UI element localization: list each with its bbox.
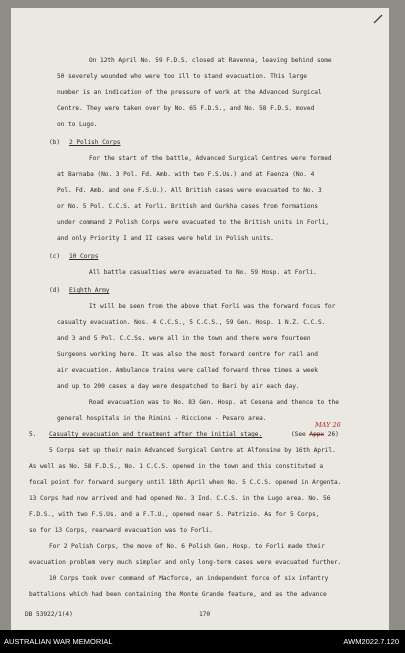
section-d-line: and 3 and 5 Pol. C.C.Ss. were all in the town and there were fourteen (57, 335, 311, 342)
section-b-line: or No. 5 Pol. C.C.S. at Forli. British and Gurkha cases from formations (57, 203, 318, 210)
page-corner-fold (373, 14, 383, 24)
footer-accession-number: AWM2022.7.120 (343, 637, 399, 646)
archive-footer-bar (0, 630, 405, 653)
section-b-line: For the start of the battle, Advanced Surgical Centres were formed (89, 155, 332, 162)
section-5-line: evacuation problem very much simpler and only long-term cases were evacuated further. (29, 559, 342, 566)
section-d-line: casualty evacuation. Nos. 4 C.C.S., 5 C.C.S., 59 Gen. Hosp. 1 N.Z. C.C.S. (57, 319, 326, 326)
intro-line: number is an indication of the pressure of work at the Advanced Surgical (57, 89, 322, 96)
section-b-line: Pol. Fd. Amb. and one F.S.U.). All British cases were evacuated to No. 3 (57, 187, 322, 194)
intro-line: On 12th April No. 59 F.D.S. closed at Ravenna, leaving behind some (89, 57, 332, 64)
section-5-line: 13 Corps had now arrived and had opened No. 3 Ind. C.C.S. in the Lugo area. No. 56 (29, 495, 331, 502)
page-number: 170 (199, 611, 211, 618)
footer-institution: AUSTRALIAN WAR MEMORIAL (4, 637, 113, 646)
section-d-heading: Eighth Army (69, 287, 110, 294)
section-d-line: Surgeons working here. It was also the most forward centre for rail and (57, 351, 318, 358)
page-reference: DB 53922/1(4) (25, 611, 73, 618)
handwritten-annotation: MAY 26 (315, 421, 341, 429)
section-5-see-reference (291, 430, 339, 439)
section-d-line: and up to 200 cases a day were despatched to Bari by air each day. (57, 383, 300, 390)
section-c-marker: (c) (49, 253, 61, 260)
section-5-line: 5 Corps set up their main Advanced Surgical Centre at Alfonsine by 16th April. (49, 447, 336, 454)
intro-line: 50 severely wounded who were too ill to stand evacuation. This large (57, 73, 307, 80)
section-b-line: and only Priority I and II cases were held in Polish units. (57, 235, 274, 242)
section-c-heading: 10 Corps (69, 253, 99, 260)
see-open: (See (291, 431, 306, 438)
section-5-line: F.D.S., with two F.S.Us. and a F.T.U., opened near S. Patrizio. As for 5 Corps, (29, 511, 320, 518)
section-b-marker: (b) (49, 139, 61, 146)
section-b-heading: 2 Polish Corps (69, 139, 121, 146)
section-5-line: battalions which had been containing the Monte Grande feature, and as the advance (29, 591, 327, 598)
section-5-heading: Casualty evacuation and treatment after the initial stage. (49, 431, 263, 438)
section-5-line: so for 13 Corps, rearward evacuation was to Forli. (29, 527, 213, 534)
section-b-line: under command 2 Polish Corps were evacuated to the British units in Forli, (57, 219, 329, 226)
section-5-line: focal point for forward surgery until 18th April when No. 5 C.C.S. opened in Argenta. (29, 479, 342, 486)
section-d-line: Road evacuation was to No. 83 Gen. Hosp. at Cesena and thence to the (89, 399, 339, 406)
section-5-line: For 2 Polish Corps, the move of No. 6 Polish Gen. Hosp. to Forli made their (49, 543, 325, 550)
section-5-number: 5. (29, 431, 37, 438)
section-c-line: All battle casualties were evacuated to No. 59 Hosp. at Forli. (89, 269, 317, 276)
see-close: 26) (327, 431, 339, 438)
document-page (11, 8, 389, 630)
section-d-line: It will be seen from the above that Forli was the forward focus for (89, 303, 336, 310)
section-5-line: As well as No. 58 F.D.S., No. 1 C.C.S. opened in the town and this constituted a (29, 463, 324, 470)
intro-line: on to Lugo. (57, 121, 98, 128)
section-d-line: general hospitals in the Rimini - Riccione - Pesaro area. (57, 415, 267, 422)
intro-line: Centre. They were taken over by No. 65 F.D.S., and No. 58 F.D.S. moved (57, 105, 315, 112)
section-d-marker: (d) (49, 287, 61, 294)
section-5-line: 10 Corps took over command of Macforce, an independent force of six infantry (49, 575, 329, 582)
section-b-line: at Barnaba (No. 3 Pol. Fd. Amb. with two F.S.Us.) and at Faenza (No. 4 (57, 171, 315, 178)
section-d-line: air evacuation. Ambulance trains were called forward three times a week (57, 367, 318, 374)
see-struck-appx: Appx (309, 431, 325, 438)
